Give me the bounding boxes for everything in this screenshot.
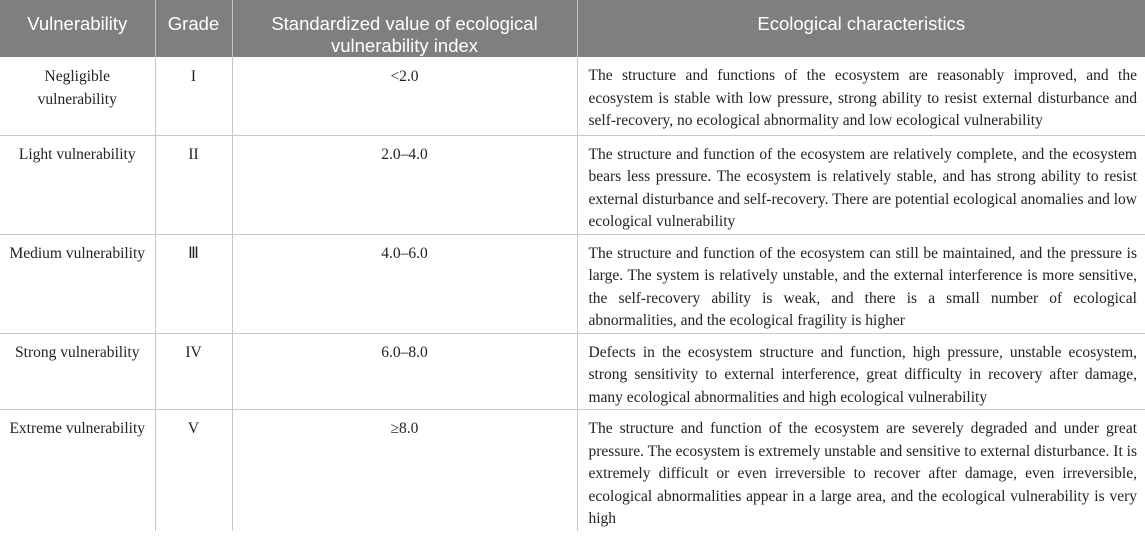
vulnerability-cell: Strong vulnerability xyxy=(0,333,155,410)
vulnerability-cell: Negligible vulnerability xyxy=(0,57,155,135)
characteristics-cell: Defects in the ecosystem structure and function, high pressure, unstable ecosystem, strong sensitivity to external interference, great difficulty in recovery after damage, many ecological abnormalities and high ecological vulnerability xyxy=(577,333,1145,410)
grade-cell: II xyxy=(155,135,232,234)
vulnerability-cell: Light vulnerability xyxy=(0,135,155,234)
vulnerability-cell: Extreme vulnerability xyxy=(0,410,155,531)
table-row xyxy=(0,57,1145,135)
characteristics-cell: The structure and function of the ecosystem can still be maintained, and the pressure is large. The system is relatively unstable, and the external interference is more sensitive, the self-recovery ability is weak, and there is a small number of ecological abnormalities, and the ecological fragility is higher xyxy=(577,234,1145,333)
value-cell: 2.0–4.0 xyxy=(232,135,577,234)
grade-cell: I xyxy=(155,57,232,135)
grade-cell: V xyxy=(155,410,232,531)
header-ecological-characteristics: Ecological characteristics xyxy=(577,0,1145,57)
header-grade: Grade xyxy=(155,0,232,57)
header-standardized-value: Standardized value of ecological vulnerability index xyxy=(232,0,577,57)
value-cell: 6.0–8.0 xyxy=(232,333,577,410)
grade-cell: IV xyxy=(155,333,232,410)
table-row xyxy=(0,410,1145,531)
grade-cell: Ⅲ xyxy=(155,234,232,333)
table-row xyxy=(0,234,1145,333)
characteristics-cell: The structure and function of the ecosystem are severely degraded and under great pressure. The ecosystem is extremely unstable and sensitive to external disturbance. It is extremely difficult or even irreversible to recover after damage, even irreversible, ecological abnormalities appear in a large area, and the ecological vulnerability is very high xyxy=(588,420,1137,527)
characteristics-cell: The structure and functions of the ecosystem are reasonably improved, and the ecosystem is stable with low pressure, strong ability to resist external disturbance and self-recovery, no ecological abnormality and low ecological vulnerability xyxy=(577,57,1145,135)
table-row xyxy=(0,135,1145,234)
table-row xyxy=(0,333,1145,410)
header-vulnerability: Vulnerability xyxy=(0,0,155,57)
value-cell: 4.0–6.0 xyxy=(232,234,577,333)
vulnerability-cell: Medium vulnerability xyxy=(0,234,155,333)
value-cell: ≥8.0 xyxy=(232,410,577,531)
value-cell: <2.0 xyxy=(232,57,577,135)
header-row xyxy=(0,0,1145,57)
characteristics-cell: The structure and function of the ecosystem are relatively complete, and the ecosystem bears less pressure. The ecosystem is relatively stable, and has strong ability to resist external disturbance and self-recovery. There are potential ecological anomalies and low ecological vulnerability xyxy=(577,135,1145,234)
